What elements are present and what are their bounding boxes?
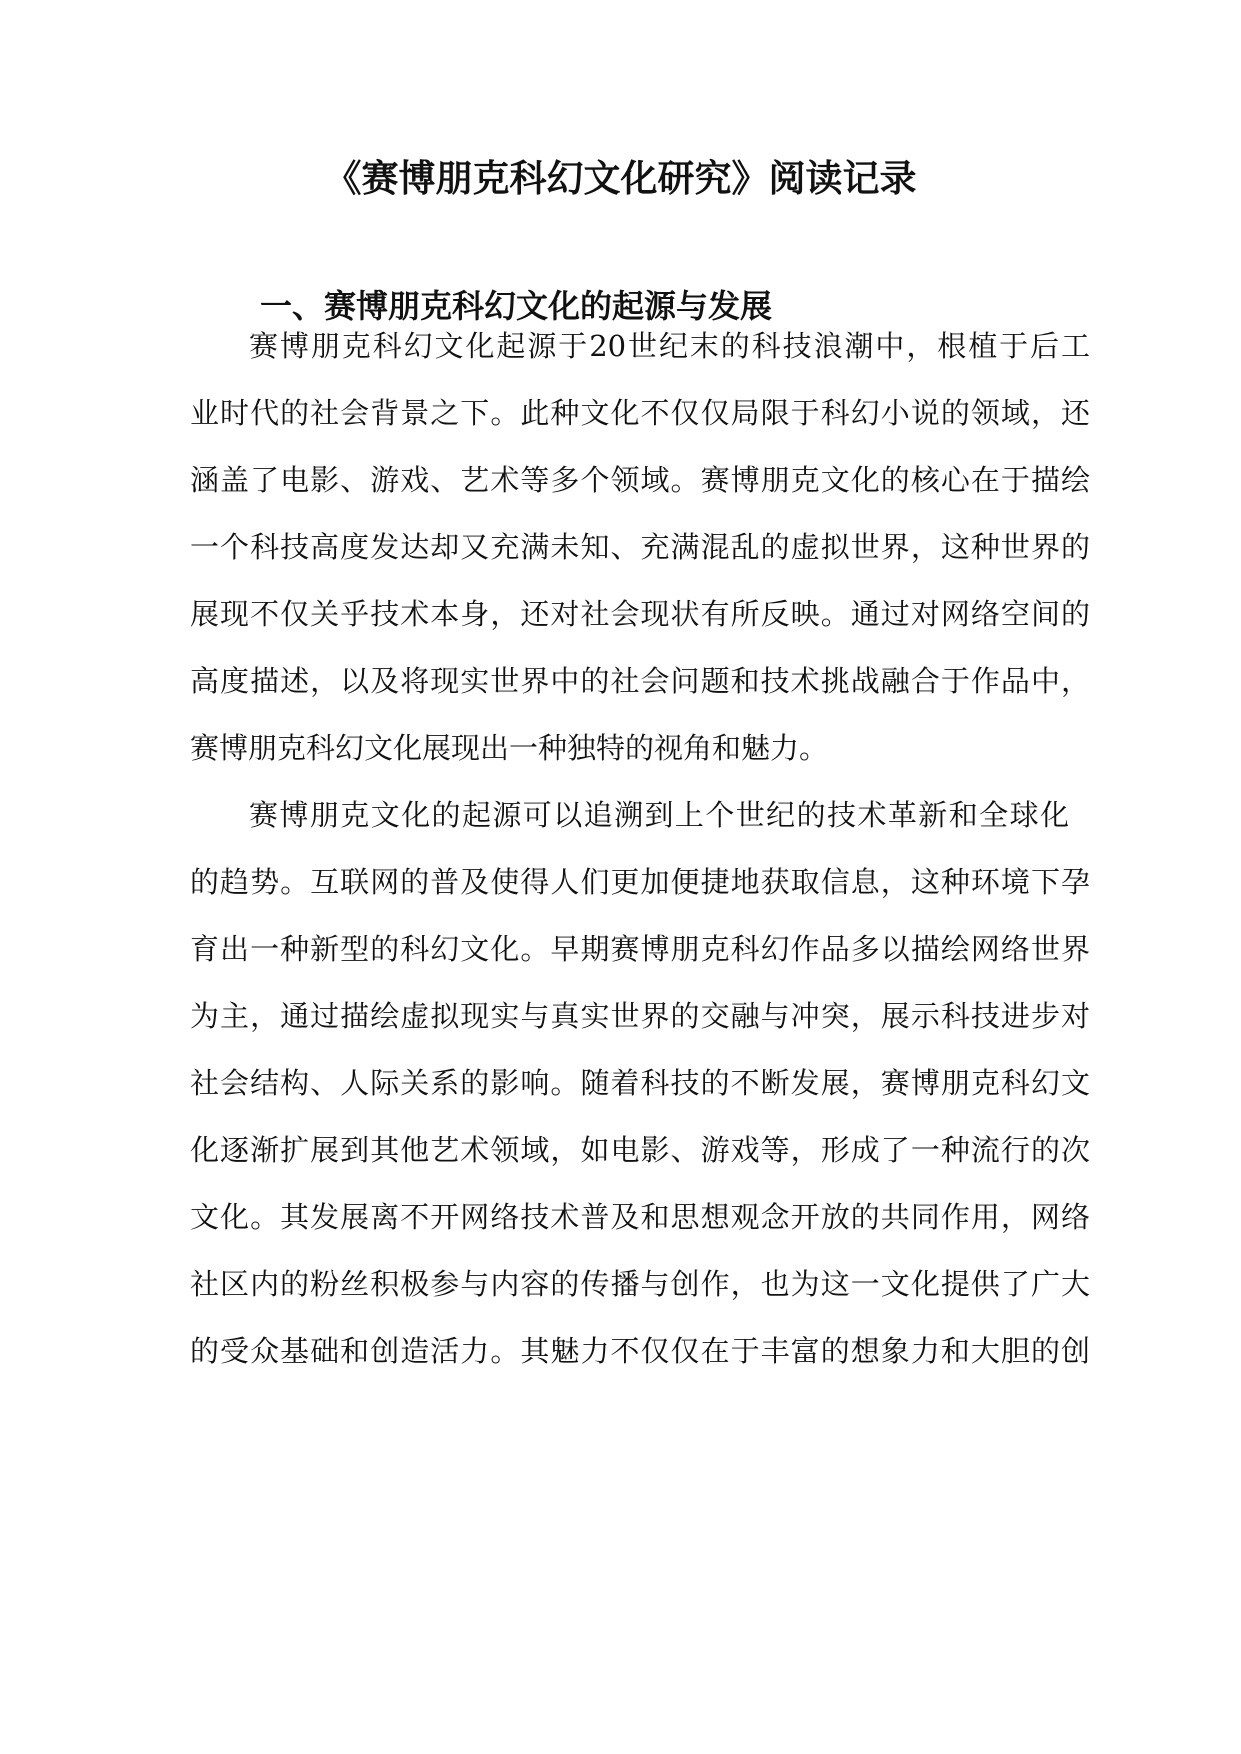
paragraph-line: 文化。其发展离不开网络技术普及和思想观念开放的共同作用，网络 — [190, 1200, 1090, 1234]
paragraph-line: 高度描述，以及将现实世界中的社会问题和技术挑战融合于作品中， — [190, 664, 1090, 698]
paragraph-line: 一个科技高度发达却又充满未知、充满混乱的虚拟世界，这种世界的 — [190, 530, 1090, 564]
paragraph-line: 展现不仅关乎技术本身，还对社会现状有所反映。通过对网络空间的 — [190, 597, 1090, 631]
paragraph-line: 为主，通过描绘虚拟现实与真实世界的交融与冲突，展示科技进步对 — [190, 999, 1090, 1033]
paragraph-line: 业时代的社会背景之下。此种文化不仅仅局限于科幻小说的领域，还 — [190, 396, 1090, 430]
paragraph-line: 化逐渐扩展到其他艺术领域，如电影、游戏等，形成了一种流行的次 — [190, 1133, 1090, 1167]
document-title: 《赛博朋克科幻文化研究》阅读记录 — [324, 156, 917, 200]
section-heading: 一、赛博朋克科幻文化的起源与发展 — [260, 287, 773, 325]
paragraph-line: 赛博朋克文化的起源可以追溯到上个世纪的技术革新和全球化 — [249, 798, 1069, 832]
paragraph-line: 赛博朋克科幻文化展现出一种独特的视角和魅力。 — [190, 731, 829, 765]
paragraph-line: 社会结构、人际关系的影响。随着科技的不断发展，赛博朋克科幻文 — [190, 1066, 1090, 1100]
paragraph-line: 的受众基础和创造活力。其魅力不仅仅在于丰富的想象力和大胆的创 — [190, 1334, 1090, 1368]
paragraph-line: 赛博朋克科幻文化起源于20世纪末的科技浪潮中，根植于后工 — [249, 329, 1090, 363]
paragraph-line: 涵盖了电影、游戏、艺术等多个领域。赛博朋克文化的核心在于描绘 — [190, 463, 1090, 497]
paragraph-line: 的趋势。互联网的普及使得人们更加便捷地获取信息，这种环境下孕 — [190, 865, 1090, 899]
paragraph-line: 育出一种新型的科幻文化。早期赛博朋克科幻作品多以描绘网络世界 — [190, 932, 1090, 966]
paragraph-line: 社区内的粉丝积极参与内容的传播与创作，也为这一文化提供了广大 — [190, 1267, 1090, 1301]
